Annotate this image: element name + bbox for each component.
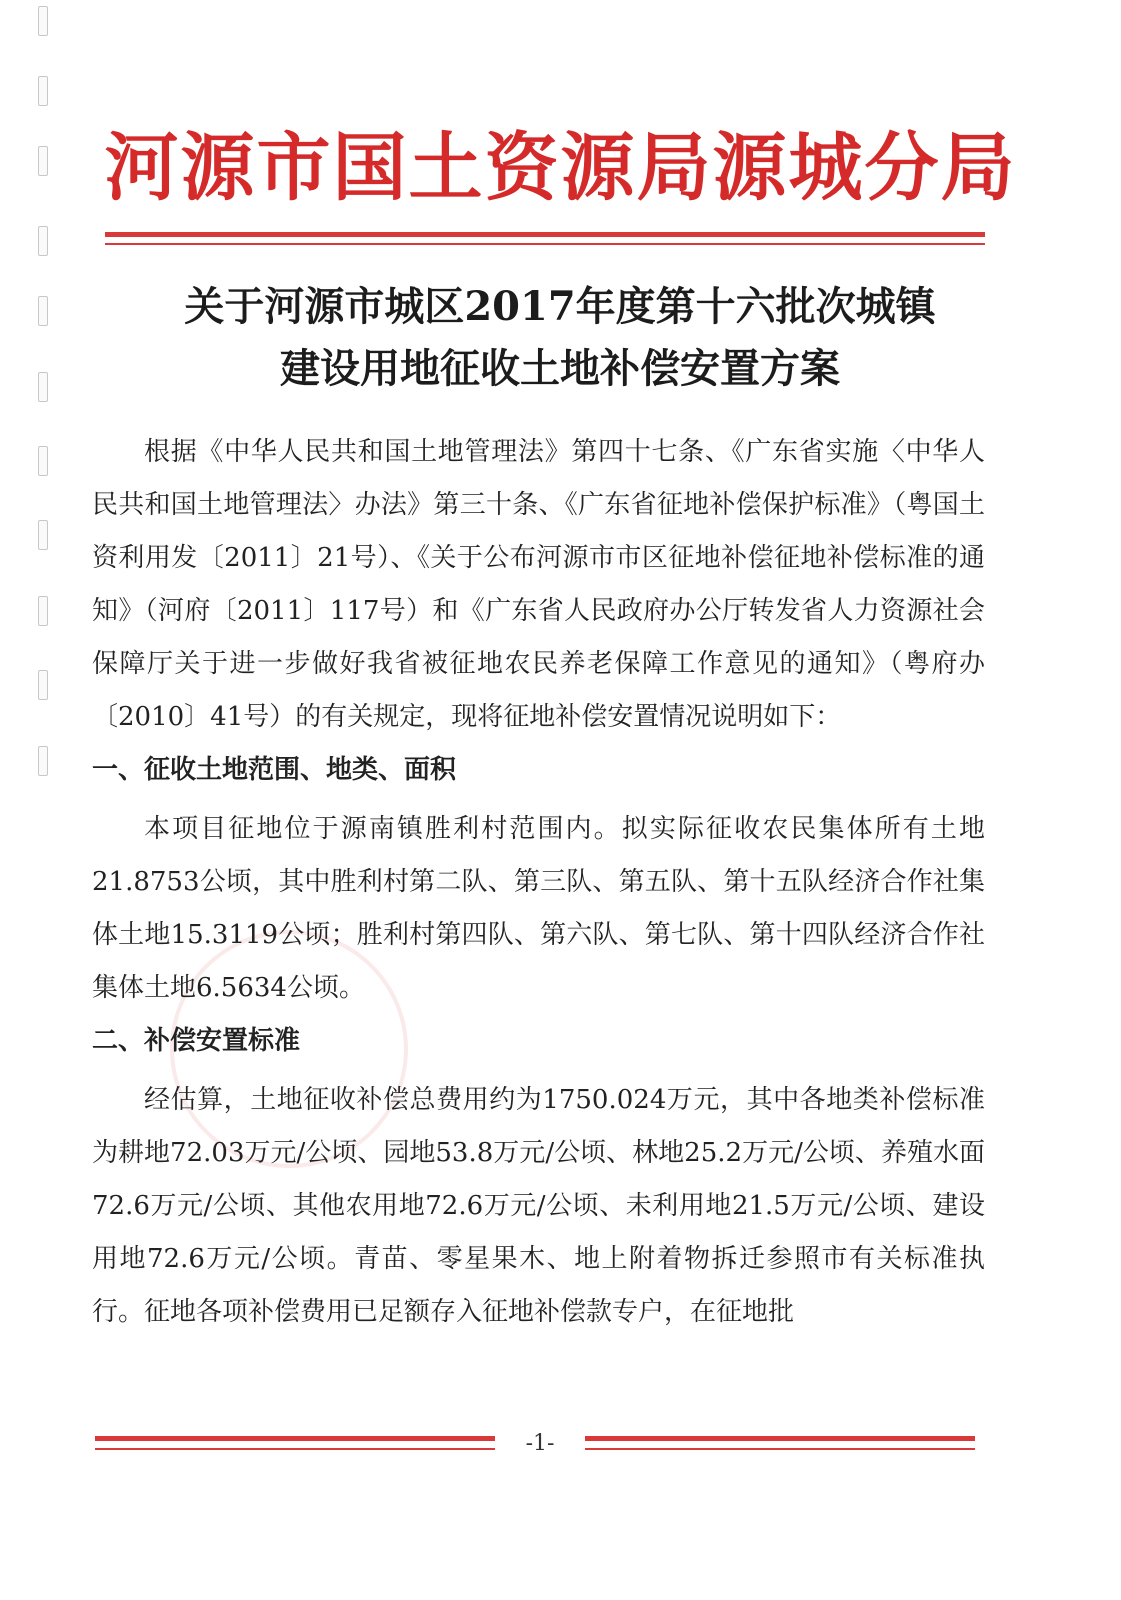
section-2-paragraph: 经估算，土地征收补偿总费用约为1750.024万元，其中各地类补偿标准为耕地72.03万元/公顷、园地53.8万元/公顷、林地25.2万元/公顷、养殖水面72.6万元/公顷、其他农用地72.6万元/公顷、未利用地21.5万元/公顷、建设用地72.6万元/公顷。青苗、零星果木、地上附着物拆迁参照市有关标准执行。征地各项补偿费用已足额存入征地补偿款专户，在征地批 [92,1085,985,1327]
section-2-heading: 二、补偿安置标准 [92,1026,301,1056]
intro-paragraph: 根据《中华人民共和国土地管理法》第四十七条、《广东省实施〈中华人民共和国土地管理法〉办法》第三十条、《广东省征地补偿保护标准》（粤国土资利用发〔2011〕21号）、《关于公布河源市市区征地补偿征地补偿标准的通知》（河府〔2011〕117号）和《广东省人民政府办公厅转发省人力资源社会保障厅关于进一步做好我省被征地农民养老保障工作意见的通知》（粤府办〔2010〕41号）的有关规定，现将征地补偿安置情况说明如下： [92,437,985,732]
section-1-paragraph: 本项目征地位于源南镇胜利村范围内。拟实际征收农民集体所有土地21.8753公顷，其中胜利村第二队、第三队、第五队、第十五队经济合作社集体土地15.3119公顷；胜利村第四队、第六队、第七队、第十四队经济合作社集体土地6.5634公顷。 [92,814,985,1003]
document-title-line-2: 建设用地征收土地补偿安置方案 [280,345,840,392]
page-number: -1- [495,1429,585,1459]
letterhead-rule-thin [105,243,985,245]
binding-holes [38,0,52,1600]
document-title-line-1: 关于河源市城区2017年度第十六批次城镇 [184,283,936,330]
document-title [60,276,1060,400]
letterhead-rule-thick [105,232,985,237]
document-body [92,426,985,1339]
section-1-heading: 一、征收土地范围、地类、面积 [92,755,457,785]
letterhead-agency-name: 河源市国土资源局源城分局 [104,125,1017,211]
